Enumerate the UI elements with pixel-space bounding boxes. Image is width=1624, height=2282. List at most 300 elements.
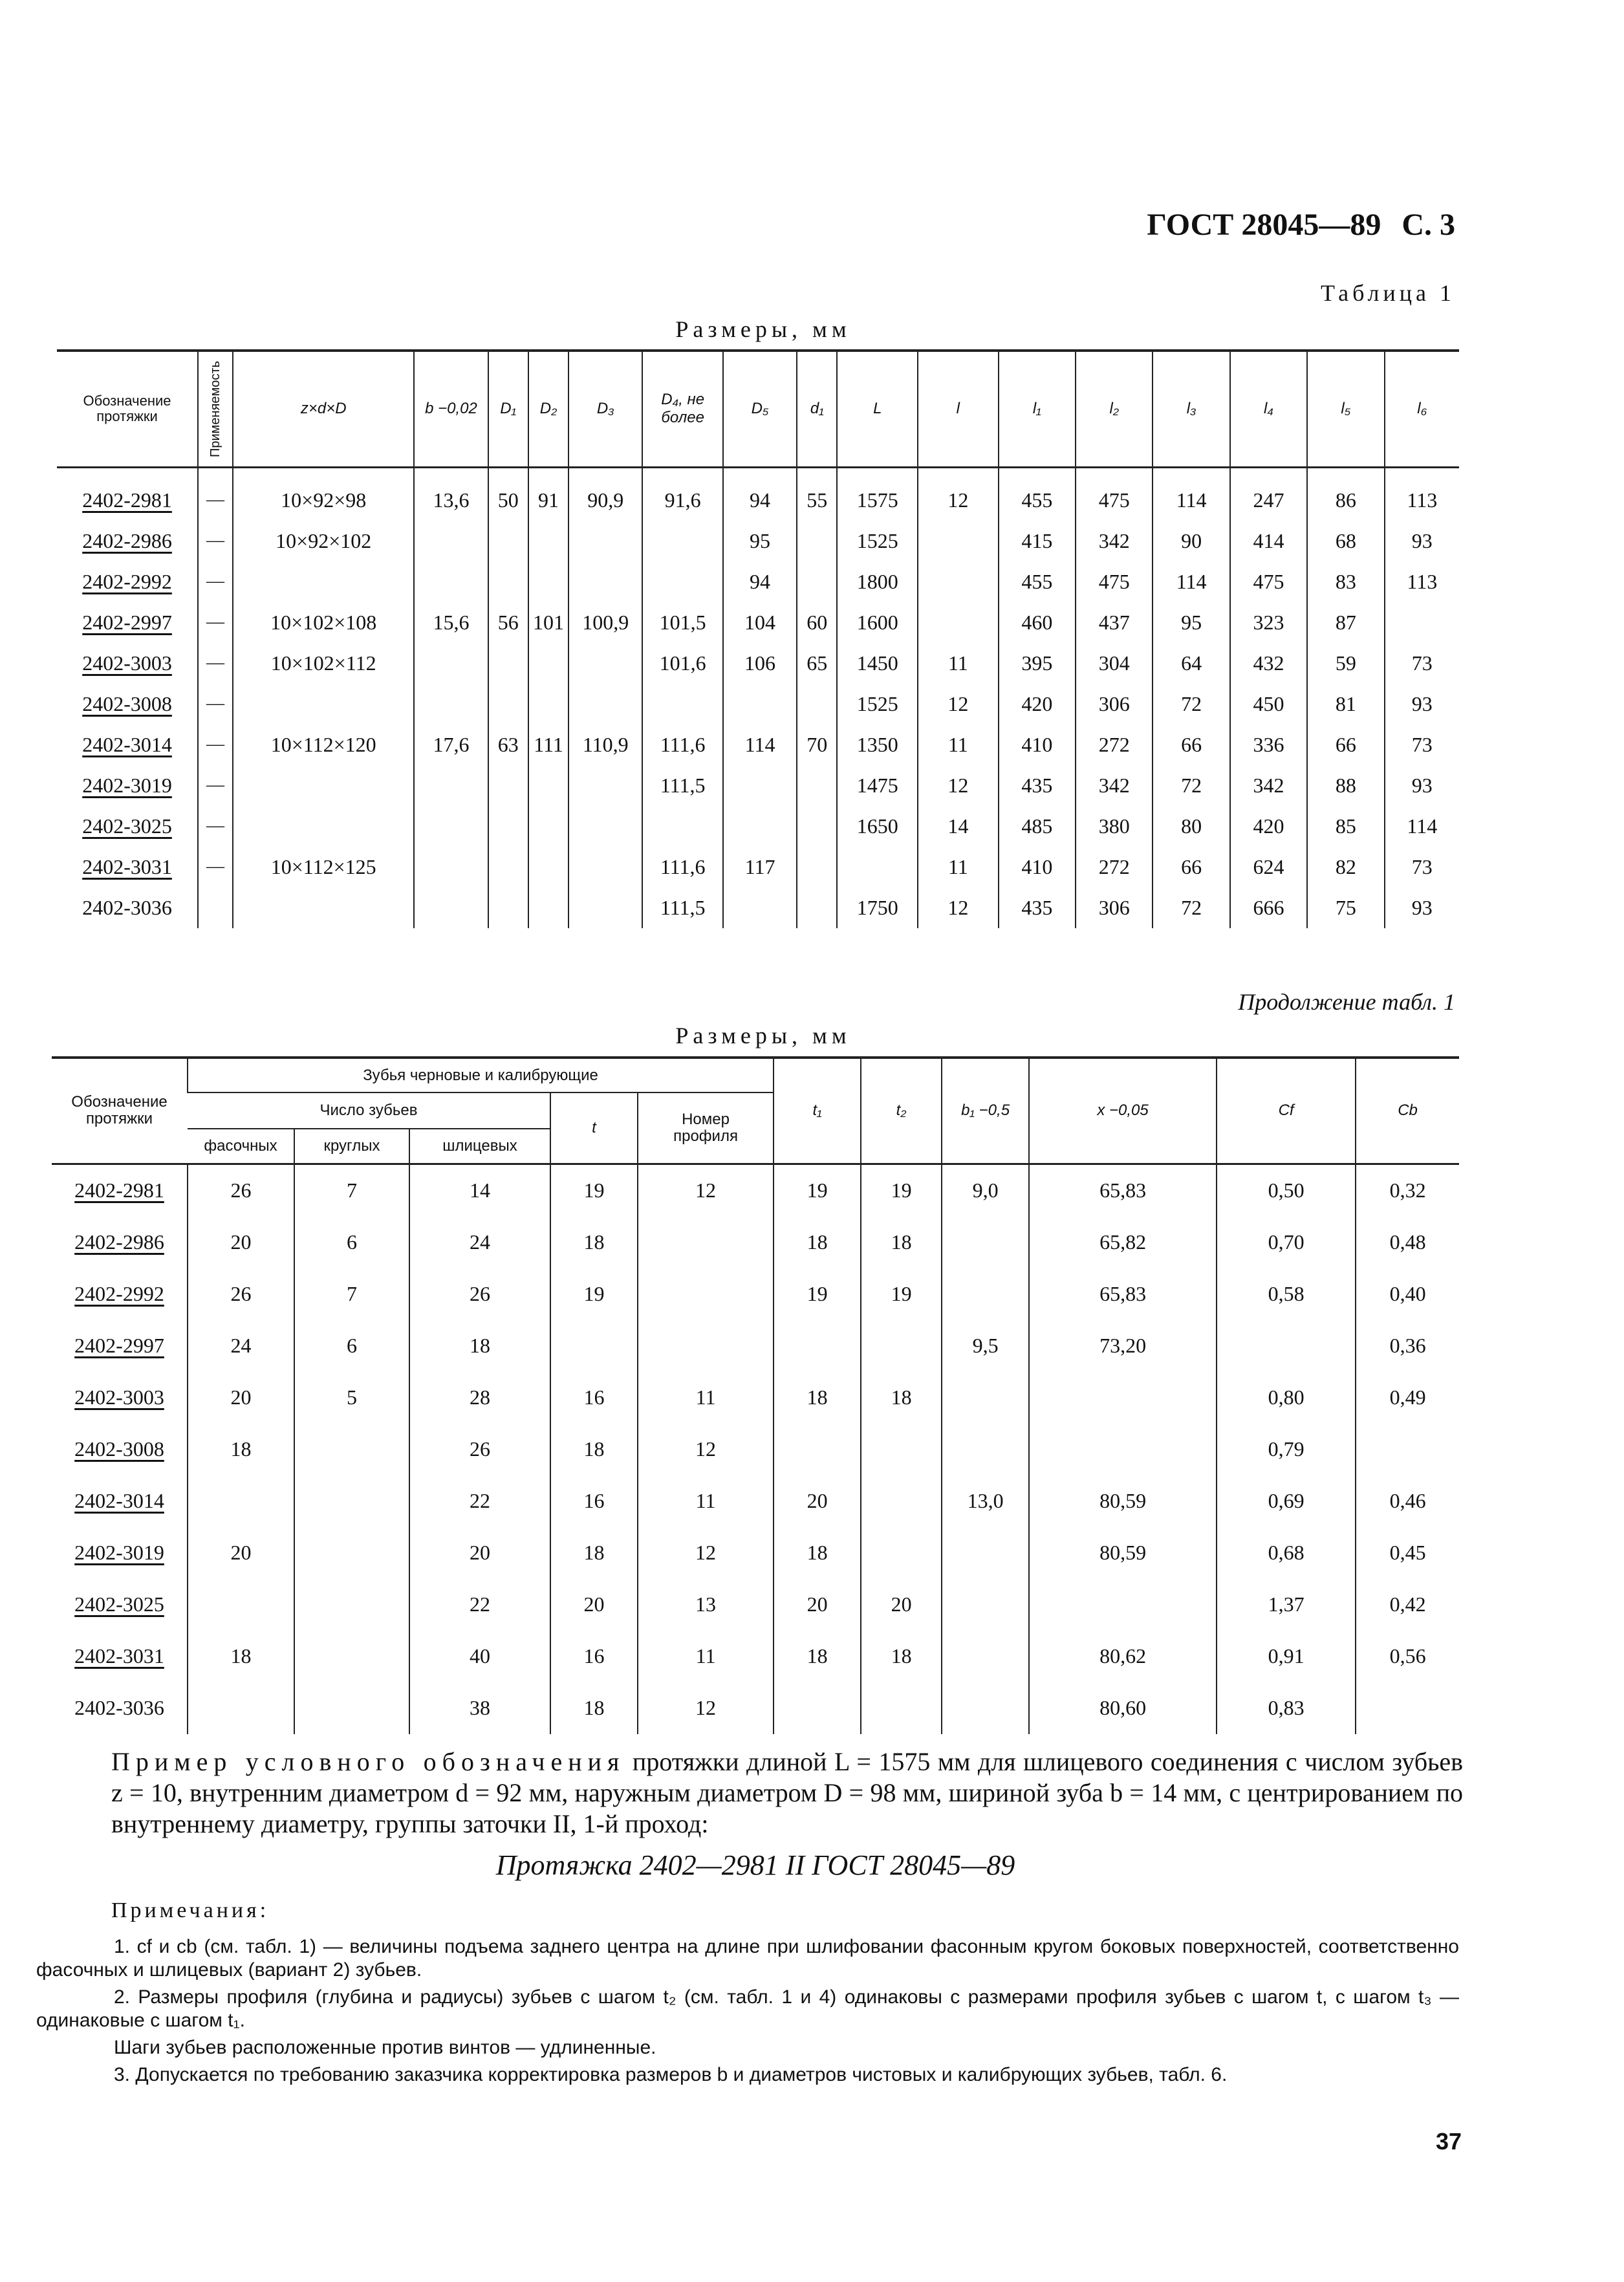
table-row	[57, 765, 1459, 806]
cell: 66	[1307, 724, 1384, 765]
cell: 93	[1385, 765, 1459, 806]
cell: 10×102×108	[233, 602, 414, 643]
cell	[528, 887, 568, 928]
cell: 13,0	[942, 1475, 1029, 1527]
cell: 65,83	[1029, 1268, 1217, 1320]
cell: 20	[774, 1475, 861, 1527]
table-row	[57, 643, 1459, 684]
cell: 26	[409, 1424, 550, 1475]
cell	[942, 1268, 1029, 1320]
col-l-total: L	[837, 351, 918, 467]
table-row	[52, 1682, 1459, 1734]
cell: 12	[638, 1164, 774, 1217]
col-b1: b₁ −0,5	[942, 1058, 1029, 1164]
cell	[188, 1682, 294, 1734]
cell: 435	[999, 887, 1076, 928]
cell	[942, 1217, 1029, 1268]
cell: 10×102×112	[233, 643, 414, 684]
cell: 0,70	[1217, 1217, 1356, 1268]
cell: 101,6	[642, 643, 723, 684]
cell	[414, 643, 488, 684]
cell: 1600	[837, 602, 918, 643]
cell	[1029, 1424, 1217, 1475]
cell: 323	[1230, 602, 1307, 643]
cell: 93	[1385, 684, 1459, 724]
cell	[294, 1527, 409, 1579]
cell: 10×112×125	[233, 847, 414, 887]
cell: 455	[999, 467, 1076, 521]
cell: 1525	[837, 684, 918, 724]
cell: 26	[188, 1164, 294, 1217]
cell: 420	[999, 684, 1076, 724]
cell: 19	[550, 1268, 638, 1320]
cell: 666	[1230, 887, 1307, 928]
cell: 17,6	[414, 724, 488, 765]
cell	[568, 561, 642, 602]
cell: 20	[774, 1579, 861, 1631]
cell	[918, 602, 999, 643]
cell: 10×112×120	[233, 724, 414, 765]
cell: 18	[188, 1631, 294, 1682]
cell: 50	[488, 467, 528, 521]
cell: 65	[797, 643, 837, 684]
cell: 85	[1307, 806, 1384, 847]
cell: 13,6	[414, 467, 488, 521]
cell: 18	[550, 1424, 638, 1475]
cell	[414, 806, 488, 847]
cell: 94	[723, 467, 797, 521]
cell: 13	[638, 1579, 774, 1631]
cell: 80,59	[1029, 1475, 1217, 1527]
col-teeth-count: Число зубьев	[188, 1092, 550, 1129]
cell: 2402-3014	[74, 1489, 164, 1512]
cell	[723, 765, 797, 806]
page-number: 37	[1435, 2128, 1462, 2155]
col-group: Зубья черновые и калибрующие	[188, 1058, 774, 1092]
cell: 80	[1153, 806, 1229, 847]
cell: 435	[999, 765, 1076, 806]
col-l: l	[918, 351, 999, 467]
cell: 18	[409, 1320, 550, 1372]
col-cb: Cb	[1356, 1058, 1459, 1164]
cell: 1650	[837, 806, 918, 847]
cell: 414	[1230, 521, 1307, 561]
cell	[638, 1320, 774, 1372]
cell	[233, 684, 414, 724]
cell	[1356, 1424, 1459, 1475]
cell: 342	[1230, 765, 1307, 806]
cell: 2402-2981	[74, 1179, 164, 1202]
cell: 420	[1230, 806, 1307, 847]
cell: 83	[1307, 561, 1384, 602]
cell	[528, 521, 568, 561]
cell: 18	[774, 1527, 861, 1579]
page-reference: С. 3	[1402, 208, 1455, 242]
cell	[528, 847, 568, 887]
example-lead: Пример условного обозначения	[111, 1747, 625, 1776]
cell	[488, 684, 528, 724]
cell: 100,9	[568, 602, 642, 643]
cell	[414, 561, 488, 602]
cell	[942, 1527, 1029, 1579]
cell: 1350	[837, 724, 918, 765]
cell: 114	[1385, 806, 1459, 847]
cell: 11	[918, 724, 999, 765]
cell: 68	[1307, 521, 1384, 561]
col-d2: D₂	[528, 351, 568, 467]
cell: 60	[797, 602, 837, 643]
cell: 15,6	[414, 602, 488, 643]
cell	[1029, 1579, 1217, 1631]
table-row	[52, 1631, 1459, 1682]
cell: 306	[1076, 684, 1153, 724]
cell	[942, 1579, 1029, 1631]
cell: 624	[1230, 847, 1307, 887]
cell: 20	[188, 1372, 294, 1424]
notes	[36, 1935, 1459, 2091]
cell	[198, 887, 233, 928]
cell	[797, 561, 837, 602]
table-row	[52, 1320, 1459, 1372]
cell: 342	[1076, 765, 1153, 806]
cell: 2402-3019	[74, 1541, 164, 1564]
cell: 66	[1153, 847, 1229, 887]
cell	[528, 643, 568, 684]
cell: 2402-3008	[74, 1437, 164, 1461]
cell: 12	[918, 887, 999, 928]
cell: 12	[918, 684, 999, 724]
cell: 55	[797, 467, 837, 521]
cell	[861, 1424, 942, 1475]
cell: 485	[999, 806, 1076, 847]
cell: —	[198, 643, 233, 684]
cell	[488, 765, 528, 806]
cell	[797, 765, 837, 806]
cell: 0,91	[1217, 1631, 1356, 1682]
cell	[488, 521, 528, 561]
cell: —	[198, 724, 233, 765]
cell	[550, 1320, 638, 1372]
cell	[642, 684, 723, 724]
cell	[774, 1424, 861, 1475]
example-text: протяжки длиной L = 1575 мм для шлицевого соединения с числом зубьев z = 10, внутренним диаметром d = 92 мм, наружным диаметром D = 98 мм, шириной зуба b = 14 мм, с центрированием по внутреннему диаметру, группы заточки II, 1-й проход:	[111, 1747, 1463, 1838]
cell: —	[198, 602, 233, 643]
page-header	[1119, 207, 1455, 243]
cell: 2402-3031	[74, 1644, 164, 1668]
cell: 410	[999, 724, 1076, 765]
cell	[942, 1424, 1029, 1475]
cell: 26	[188, 1268, 294, 1320]
cell: 93	[1385, 521, 1459, 561]
cell: 81	[1307, 684, 1384, 724]
cell	[918, 521, 999, 561]
cell: 114	[723, 724, 797, 765]
cell: 40	[409, 1631, 550, 1682]
cell: 111,6	[642, 847, 723, 887]
col-l4: l₄	[1230, 351, 1307, 467]
cell	[642, 561, 723, 602]
cell: 11	[918, 643, 999, 684]
cell: 12	[918, 765, 999, 806]
cell	[638, 1268, 774, 1320]
cell: 66	[1153, 724, 1229, 765]
col-chamfer: фасочных	[188, 1129, 294, 1164]
cell: 12	[918, 467, 999, 521]
cell	[528, 765, 568, 806]
cell: 6	[294, 1217, 409, 1268]
cell	[233, 806, 414, 847]
cell: 18	[774, 1372, 861, 1424]
cell: 2402-2986	[82, 528, 172, 552]
cell	[774, 1682, 861, 1734]
cell: 19	[774, 1268, 861, 1320]
cell: 111,5	[642, 765, 723, 806]
cell: 460	[999, 602, 1076, 643]
cell: 64	[1153, 643, 1229, 684]
cell	[797, 887, 837, 928]
col-designation-2: Обозначение протяжки	[52, 1058, 188, 1164]
cell	[414, 887, 488, 928]
cell: 10×92×98	[233, 467, 414, 521]
cell: 80,59	[1029, 1527, 1217, 1579]
cell	[568, 684, 642, 724]
cell: —	[198, 847, 233, 887]
cell: 1800	[837, 561, 918, 602]
cell: 101	[528, 602, 568, 643]
cell: 18	[188, 1424, 294, 1475]
table-label: Таблица 1	[1321, 280, 1455, 306]
cell: 5	[294, 1372, 409, 1424]
cell: 2402-3036	[74, 1696, 164, 1719]
note-item: 3. Допускается по требованию заказчика корректировка размеров b и диаметров чистовых и калибрующих зубьев, табл. 6.	[114, 2064, 1228, 2085]
cell: 114	[1153, 467, 1229, 521]
cell	[528, 561, 568, 602]
cell: 247	[1230, 467, 1307, 521]
cell: 18	[774, 1631, 861, 1682]
cell: 18	[550, 1527, 638, 1579]
cell: 380	[1076, 806, 1153, 847]
note-item: 1. cf и cb (см. табл. 1) — величины подъема заднего центра на длине при шлифовании фасонным кругом боковых поверхностей, соответственно фасочных и шлицевых (вариант 2) зубьев.	[36, 1936, 1459, 1981]
cell	[797, 521, 837, 561]
cell: 110,9	[568, 724, 642, 765]
cell: 19	[861, 1268, 942, 1320]
cell: 10×92×102	[233, 521, 414, 561]
cell: 2402-2992	[82, 569, 172, 593]
table-row	[52, 1372, 1459, 1424]
table-row	[57, 561, 1459, 602]
cell: 395	[999, 643, 1076, 684]
col-d1: D₁	[488, 351, 528, 467]
cell: 24	[409, 1217, 550, 1268]
cell: 0,42	[1356, 1579, 1459, 1631]
cell: 1450	[837, 643, 918, 684]
cell: 18	[861, 1372, 942, 1424]
cell: 73	[1385, 643, 1459, 684]
col-cf: Cf	[1217, 1058, 1356, 1164]
cell: 113	[1385, 561, 1459, 602]
col-b: b −0,02	[414, 351, 488, 467]
cell: 475	[1076, 561, 1153, 602]
cell: 91,6	[642, 467, 723, 521]
cell: 94	[723, 561, 797, 602]
cell: 90,9	[568, 467, 642, 521]
cell: 19	[861, 1164, 942, 1217]
cell: 56	[488, 602, 528, 643]
table-row	[52, 1475, 1459, 1527]
cell: 0,50	[1217, 1164, 1356, 1217]
cell: 2402-2981	[82, 488, 172, 512]
cell: 2402-3036	[82, 895, 172, 919]
cell: 19	[774, 1164, 861, 1217]
table-row	[52, 1164, 1459, 1217]
cell	[294, 1475, 409, 1527]
cell: 11	[638, 1631, 774, 1682]
cell: 20	[550, 1579, 638, 1631]
cell: 450	[1230, 684, 1307, 724]
cell: 432	[1230, 643, 1307, 684]
cell: 437	[1076, 602, 1153, 643]
cell	[797, 806, 837, 847]
cell: 73,20	[1029, 1320, 1217, 1372]
cell	[642, 521, 723, 561]
standard-number: ГОСТ 28045—89	[1147, 208, 1381, 242]
teeth-table	[52, 1056, 1459, 1734]
cell	[488, 806, 528, 847]
col-spline: шлицевых	[409, 1129, 550, 1164]
cell: 114	[1153, 561, 1229, 602]
cell: 91	[528, 467, 568, 521]
col-d3: D₃	[568, 351, 642, 467]
cell: 0,45	[1356, 1527, 1459, 1579]
cell: 22	[409, 1579, 550, 1631]
cell: 16	[550, 1631, 638, 1682]
cell: 0,56	[1356, 1631, 1459, 1682]
cell: —	[198, 521, 233, 561]
cell: 2402-2997	[74, 1334, 164, 1357]
cell	[414, 521, 488, 561]
cell: 11	[638, 1372, 774, 1424]
cell: 2402-3025	[82, 814, 172, 838]
cell: 0,48	[1356, 1217, 1459, 1268]
cell: 20	[188, 1217, 294, 1268]
cell: 2402-3008	[82, 691, 172, 715]
table-row	[52, 1527, 1459, 1579]
cell: 1475	[837, 765, 918, 806]
cell: 12	[638, 1527, 774, 1579]
sizes-caption-2: Размеры, мм	[675, 1023, 851, 1049]
cell: 12	[638, 1424, 774, 1475]
cell: 63	[488, 724, 528, 765]
cell: 95	[723, 521, 797, 561]
note-item: Шаги зубьев расположенные против винтов — удлиненные.	[114, 2037, 656, 2058]
cell: 475	[1076, 467, 1153, 521]
cell: 11	[918, 847, 999, 887]
cell: 93	[1385, 887, 1459, 928]
cell: 2402-3003	[82, 651, 172, 675]
cell: 19	[550, 1164, 638, 1217]
cell: 475	[1230, 561, 1307, 602]
cell	[528, 684, 568, 724]
cell: 82	[1307, 847, 1384, 887]
cell: 7	[294, 1268, 409, 1320]
cell	[488, 643, 528, 684]
cell	[233, 887, 414, 928]
cell	[188, 1475, 294, 1527]
cell: 14	[918, 806, 999, 847]
cell: 272	[1076, 724, 1153, 765]
sizes-caption-1: Размеры, мм	[675, 316, 851, 342]
cell: 2402-3019	[82, 773, 172, 797]
cell: 111	[528, 724, 568, 765]
cell: 1575	[837, 467, 918, 521]
cell: 16	[550, 1475, 638, 1527]
cell: 18	[550, 1682, 638, 1734]
cell: 2402-3031	[82, 854, 172, 878]
col-applicability: Применяемость	[198, 351, 233, 467]
cell: 0,80	[1217, 1372, 1356, 1424]
col-l3: l₃	[1153, 351, 1229, 467]
cell: 90	[1153, 521, 1229, 561]
dimensions-table	[57, 349, 1459, 928]
cell: 95	[1153, 602, 1229, 643]
cell: 9,5	[942, 1320, 1029, 1372]
col-l2: l₂	[1076, 351, 1153, 467]
cell: 73	[1385, 724, 1459, 765]
col-l6: l₆	[1385, 351, 1459, 467]
cell	[861, 1320, 942, 1372]
continuation-label: Продолжение табл. 1	[1238, 989, 1455, 1015]
cell: 18	[774, 1217, 861, 1268]
cell	[568, 887, 642, 928]
cell: 2402-3003	[74, 1386, 164, 1409]
cell	[1356, 1682, 1459, 1734]
cell: 0,36	[1356, 1320, 1459, 1372]
cell	[414, 684, 488, 724]
cell: 70	[797, 724, 837, 765]
cell: 106	[723, 643, 797, 684]
table-row	[52, 1424, 1459, 1475]
cell: —	[198, 765, 233, 806]
cell: 75	[1307, 887, 1384, 928]
cell: 342	[1076, 521, 1153, 561]
cell: 410	[999, 847, 1076, 887]
cell: 101,5	[642, 602, 723, 643]
cell	[861, 1527, 942, 1579]
cell: 113	[1385, 467, 1459, 521]
cell: 18	[861, 1631, 942, 1682]
cell	[528, 806, 568, 847]
cell	[414, 765, 488, 806]
cell: 1,37	[1217, 1579, 1356, 1631]
cell	[294, 1631, 409, 1682]
cell: 88	[1307, 765, 1384, 806]
cell: 80,60	[1029, 1682, 1217, 1734]
col-t1: t₁	[774, 1058, 861, 1164]
cell: 0,58	[1217, 1268, 1356, 1320]
cell	[638, 1217, 774, 1268]
cell	[414, 847, 488, 887]
cell: 86	[1307, 467, 1384, 521]
cell: 14	[409, 1164, 550, 1217]
cell: 0,83	[1217, 1682, 1356, 1734]
cell	[942, 1682, 1029, 1734]
notes-title: Примечания:	[111, 1898, 270, 1922]
cell: 117	[723, 847, 797, 887]
cell	[942, 1372, 1029, 1424]
table-row	[57, 467, 1459, 521]
cell	[642, 806, 723, 847]
note-item: 2. Размеры профиля (глубина и радиусы) зубьев с шагом t₂ (см. табл. 1 и 4) одинаковы с размерами профиля зубьев с шагом t, с шагом t₃ — одинаковые с шагом t₁.	[36, 1986, 1459, 2031]
